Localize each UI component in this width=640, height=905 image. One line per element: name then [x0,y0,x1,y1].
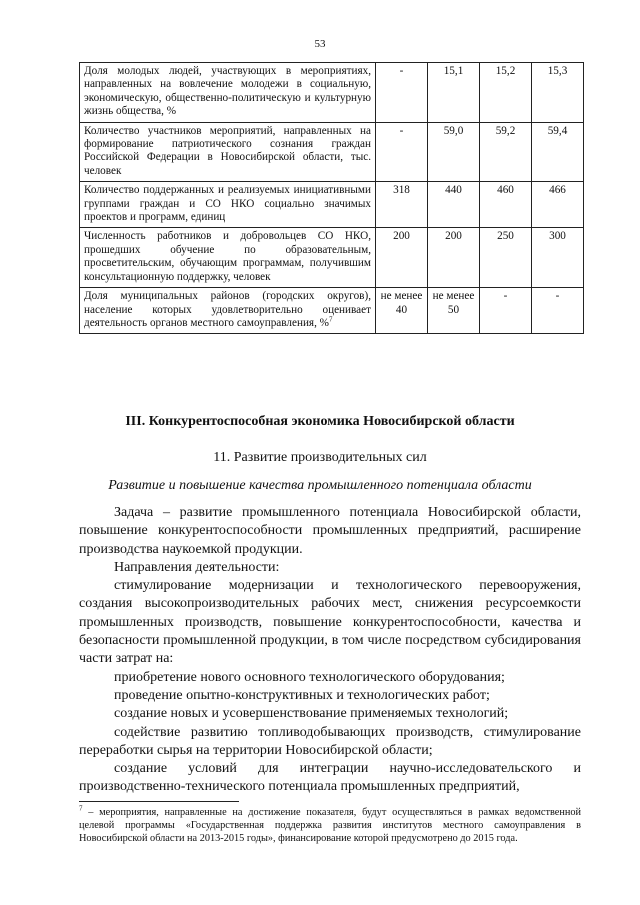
indicator-value: - [376,122,428,182]
indicator-value: 15,3 [532,63,584,123]
indicator-value: - [376,63,428,123]
indicator-name-text: Доля молодых людей, участвующих в мероприятиях, направленных на вовлечение молодежи в социальную, экономическую, общественно-политическую и культурную жизнь общества, % [84,65,371,118]
table-row [80,228,584,288]
body-text [79,504,581,797]
table-row [80,288,584,334]
section-heading: III. Конкурентоспособная экономика Новосибирской области [125,414,515,429]
indicator-name [80,288,376,334]
paragraph: Задача – развитие промышленного потенциала Новосибирской области, повышение конкурентоспособности промышленных предприятий, расширение производства наукоемкой продукции. [79,505,581,557]
footnote-text: – мероприятия, направленные на достижение показателя, будут осуществляться в рамках ведомственной целевой программы «Государственная поддержка развития институтов местного самоуправления в Новосибирской области на 2013-2015 годы», финансирование которой предусмотрено до 2015 года. [79,807,581,844]
indicator-name [80,63,376,123]
footnote-marker: 7 [79,804,83,813]
indicator-value: 59,2 [480,122,532,182]
paragraph: создание новых и усовершенствование применяемых технологий; [114,706,509,722]
indicator-value: 200 [376,228,428,288]
indicator-value: 460 [480,182,532,228]
table-row [80,63,584,123]
indicator-value: 15,1 [428,63,480,123]
paragraph: Направления деятельности: [114,559,280,575]
footnote [79,806,581,845]
paragraph: стимулирование модернизации и технологического перевооружения, создания высокопроизводительных рабочих мест, снижения ресурсоемкости промышленных производств, повышение конкурентоспособности, качества и безопасности промышленной продукции, в том числе посредством субсидирования части затрат на: [79,578,581,667]
indicator-name-text: Доля муниципальных районов (городских округов), население которых удовлетворительно оценивает деятельность органов местного самоуправления, % [84,290,371,329]
indicator-value: 318 [376,182,428,228]
table-row [80,182,584,228]
indicator-value: 300 [532,228,584,288]
indicator-value: 59,4 [532,122,584,182]
indicators-table-body [80,63,584,334]
indicator-name [80,122,376,182]
page-number: 53 [314,38,326,50]
indicator-value: 15,2 [480,63,532,123]
footnote-reference: 7 [329,315,333,324]
paragraph: содействие развитию топливодобывающих производств, стимулирование переработки сырья на территории Новосибирской области; [79,724,581,758]
paragraph: создание условий для интеграции научно-исследовательского и производственно-технического потенциала промышленных предприятий, [79,761,581,795]
indicator-name-text: Численность работников и добровольцев СО НКО, прошедших обучение по образовательным, просветительским, обучающим программам, получившим консультационную поддержку, человек [84,230,371,283]
indicator-value: не менее 40 [376,288,428,334]
indicator-name [80,182,376,228]
indicator-value: 200 [428,228,480,288]
subsection-heading: 11. Развитие производительных сил [213,450,427,465]
indicator-name-text: Количество поддержанных и реализуемых инициативными группами граждан и СО НКО социально значимых проектов и программ, единиц [84,184,371,224]
footnote-divider [79,801,239,802]
indicator-name [80,228,376,288]
indicators-table [79,62,584,334]
indicator-name-text: Количество участников мероприятий, направленных на формирование патриотического сознания граждан Российской Федерации в Новосибирской области, тыс. человек [84,124,371,177]
indicator-value: - [480,288,532,334]
table-row [80,122,584,182]
paragraph: приобретение нового основного технологического оборудования; [114,669,505,685]
paragraph: проведение опытно-конструктивных и технологических работ; [114,687,490,703]
indicator-value: 440 [428,182,480,228]
indicator-value: 466 [532,182,584,228]
subsubsection-heading: Развитие и повышение качества промышленного потенциала области [108,478,532,493]
indicator-value: - [532,288,584,334]
indicator-value: 250 [480,228,532,288]
indicator-value: не менее 50 [428,288,480,334]
indicator-value: 59,0 [428,122,480,182]
